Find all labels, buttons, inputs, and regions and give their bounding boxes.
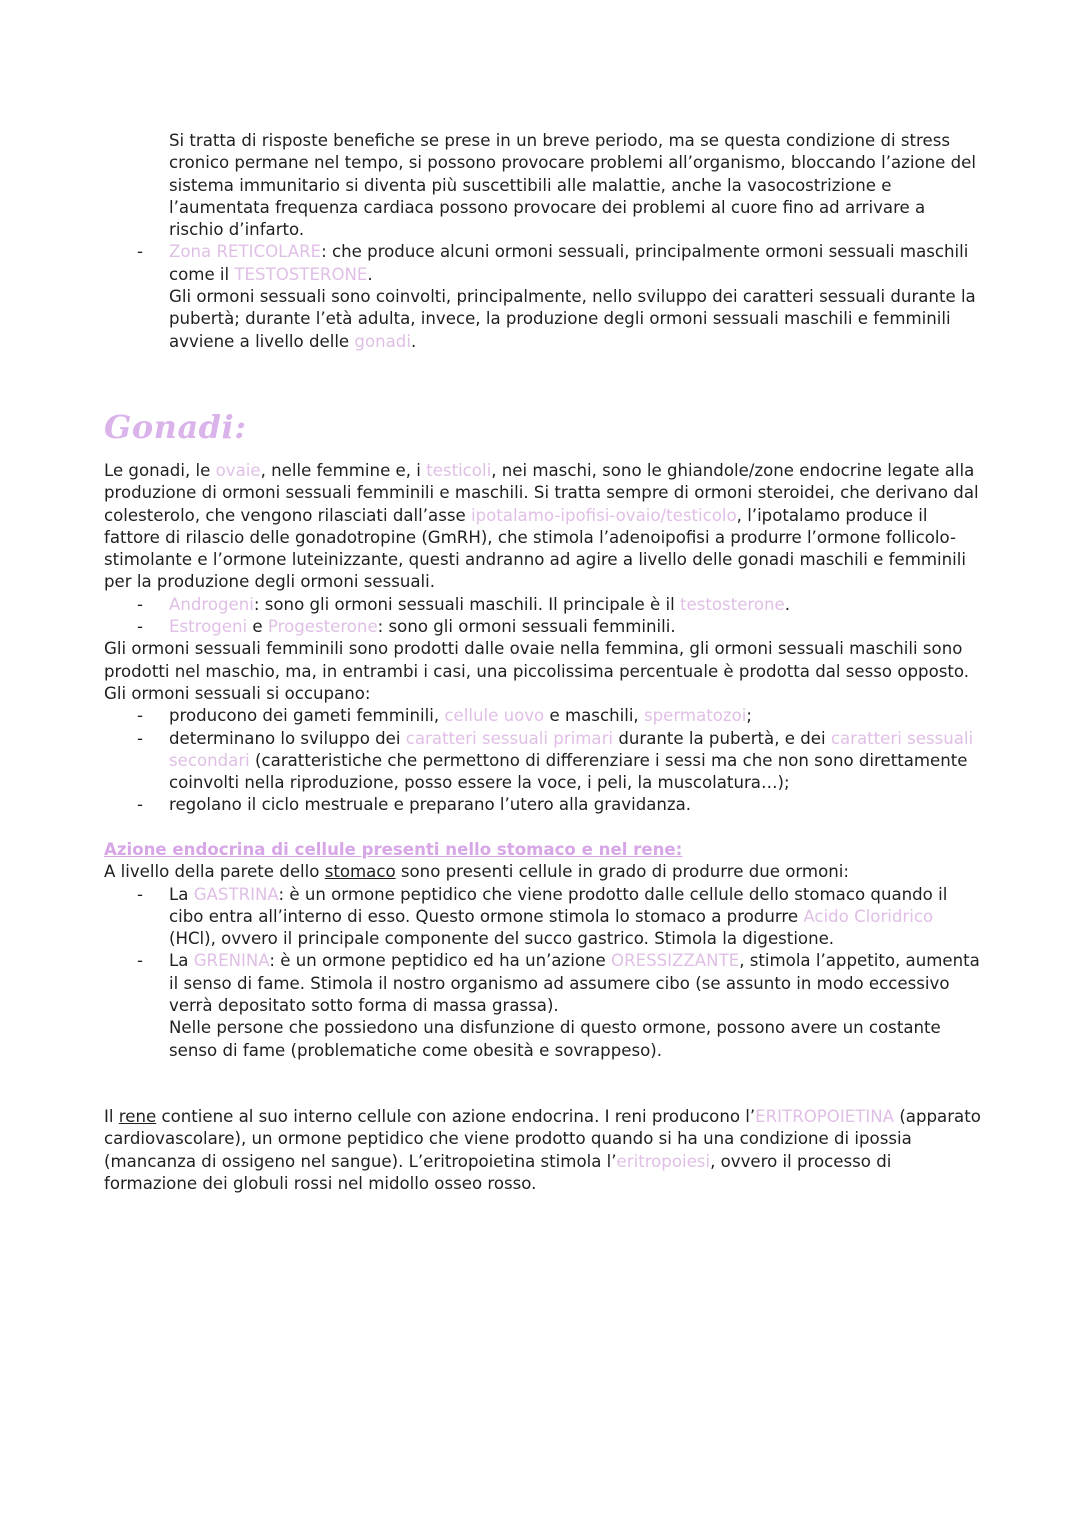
stress-paragraph: Si tratta di risposte benefiche se prese in un breve periodo, ma se questa condizione di stress cronico permane nel tempo, si possono provocare problemi all’organismo, bloccando l’azione del sistema immunitario si diventa più suscettibili alle malattie, anche la vasocostrizione e l’aumentata frequenza cardiaca possono provocare dei problemi al cuore fino ad arrivare a rischio d’infarto.	[169, 131, 976, 240]
bullet-gameti: - producono dei gameti femminili, cellule uovo e maschili, spermatozoi;	[137, 706, 752, 726]
bullet-dash: -	[137, 242, 143, 262]
bullet-androgeni: - Androgeni: sono gli ormoni sessuali maschili. Il principale è il testosterone.	[137, 594, 791, 614]
term-progesterone: Progesterone	[267, 617, 378, 637]
term-gonadi: gonadi	[354, 331, 411, 351]
term-gastrina: GASTRINA	[193, 884, 279, 904]
gonadi-intro-paragraph: Le gonadi, le ovaie, nelle femmine e, i testicoli, nei maschi, sono le ghiandole/zone endocrine legate alla produzione di ormoni sessuali femminili e maschili. Si tratta sempre di ormoni steroidei, che derivano dal colesterolo, che vengono rilasciati dall’asse ipotalamo-ipofisi-ovaio/testicolo, l’ipotalamo produce il fattore di rilascio delle gonadotropine (GmRH), che stimola l’adenoipofisi a produrre l’ormone follicolo-stimolante e l’ormone luteinizzante, questi andranno ad agire a livello delle gonadi maschili e femminili per la produzione degli ormoni sessuali.	[104, 461, 979, 592]
term-eritropoietina: ERITROPOIETINA	[755, 1107, 895, 1126]
term-testosterone: TESTOSTERONE	[234, 264, 368, 284]
term-zona-reticolare: Zona RETICOLARE	[169, 242, 322, 262]
subheading-stomaco-rene: Azione endocrina di cellule presenti nello stomaco e nel rene:	[104, 840, 683, 859]
rene-section	[104, 1106, 984, 1195]
bullet-ciclo: - regolano il ciclo mestruale e preparano l’utero alla gravidanza.	[137, 795, 692, 815]
sex-hormones-paragraph: Gli ormoni sessuali sono coinvolti, principalmente, nello sviluppo dei caratteri sessuali durante la pubertà; durante l’età adulta, invece, la produzione degli ormoni sessuali maschili e femminili avviene a livello delle gonadi.	[169, 287, 976, 351]
stomaco-section	[104, 839, 984, 1062]
term-testicoli: testicoli	[426, 461, 492, 480]
bullet-zona-reticolare: - Zona RETICOLARE: che produce alcuni ormoni sessuali, principalmente ormoni sessuali maschili come il TESTOSTERONE. Gli ormoni sessuali sono coinvolti, principalmente, nello sviluppo dei caratteri sessuali durante la pubertà; durante l’età adulta, invece, la produzione degli ormoni sessuali maschili e femminili avviene a livello delle gonadi.	[104, 241, 984, 352]
sex-hormones-roles-paragraph: Gli ormoni sessuali femminili sono prodotti dalle ovaie nella femmina, gli ormoni sessuali maschili sono prodotti nel maschio, ma, in entrambi i casi, una piccolissima percentuale è prodotta dal sesso opposto. Gli ormoni sessuali si occupano:	[104, 639, 970, 703]
bullet-grelina: - La GRENINA: è un ormone peptidico ed ha un’azione ORESSIZZANTE, stimola l’appetito, aumenta il senso di fame. Stimola il nostro organismo ad assumere cibo (se assunto in modo eccessivo verrà depositato sotto forma di massa grassa). Nelle persone che possiedono una disfunzione di questo ormone, possono avere un costante senso di fame (problematiche come obesità e sovrappeso).	[137, 951, 980, 1060]
stomaco-intro: A livello della parete dello stomaco sono presenti cellule in grado di produrre due ormoni:	[104, 862, 849, 882]
term-grenina: GRENINA	[193, 951, 270, 971]
term-estrogeni: Estrogeni	[169, 617, 248, 637]
bullet-gastrina: - La GASTRINA: è un ormone peptidico che viene prodotto dalle cellule dello stomaco quando il cibo entra all’interno di esso. Questo ormone stimola lo stomaco a produrre Acido Cloridrico (HCl), ovvero il principale componente del succo gastrico. Stimola la digestione.	[137, 884, 948, 949]
bullet-caratteri: - determinano lo sviluppo dei caratteri sessuali primari durante la pubertà, e dei caratteri sessuali secondari (caratteristiche che permettono di differenziare i sessi ma che non sono direttamente coinvolti nella riproduzione, posso essere la voce, i peli, la muscolatura…);	[137, 728, 974, 793]
gonadi-section	[104, 460, 984, 817]
rene-paragraph: Il rene contiene al suo interno cellule con azione endocrina. I reni producono l’ERITROPOIETINA (apparato cardiovascolare), un ormone peptidico che viene prodotto quando si ha una condizione di ipossia (mancanza di ossigeno nel sangue). L’eritropoietina stimola l’eritropoiesi, ovvero il processo di formazione dei globuli rossi nel midollo osseo rosso.	[104, 1107, 981, 1193]
adrenal-section	[104, 130, 984, 353]
term-asse: ipotalamo-ipofisi-ovaio/testicolo	[470, 505, 737, 525]
section-title-gonadi: Gonadi:	[104, 408, 247, 446]
term-androgeni: Androgeni	[169, 594, 254, 614]
bullet-estrogeni: - Estrogeni e Progesterone: sono gli ormoni sessuali femminili.	[137, 617, 676, 637]
